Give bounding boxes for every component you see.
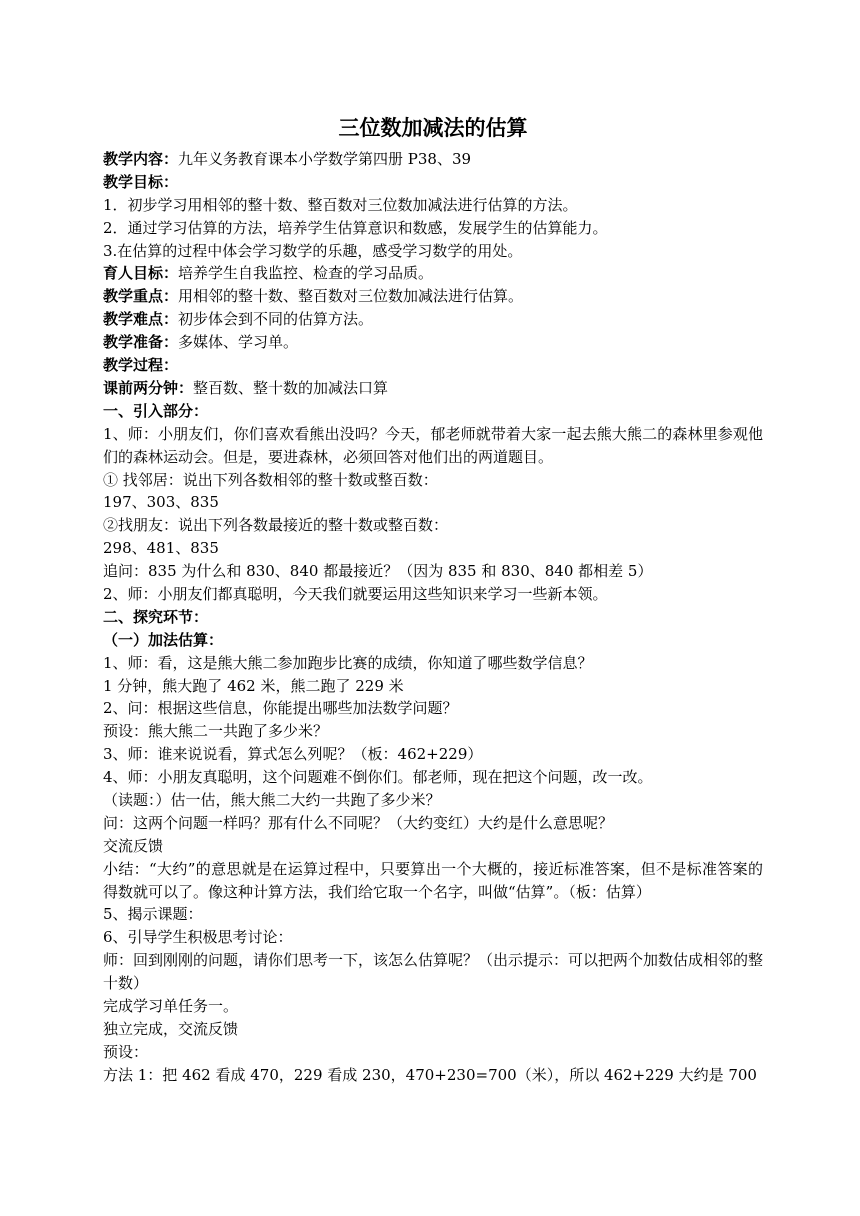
step-1: 1、师：看，这是熊大熊二参加跑步比赛的成绩，你知道了哪些数学信息？ <box>103 653 593 672</box>
document-title: 三位数加减法的估算 <box>338 115 528 140</box>
goal-3: 3.在估算的过程中体会学习数学的乐趣，感受学习数学的用处。 <box>103 241 523 260</box>
label: 教学重点： <box>103 287 179 306</box>
task-1: 完成学习单任务一。 <box>103 997 239 1016</box>
feedback-1: 交流反馈 <box>103 836 164 855</box>
label: 教学内容： <box>103 150 179 168</box>
step-5: 5、揭示课题： <box>103 905 203 924</box>
text: 初步体会到不同的估算方法。 <box>178 310 374 329</box>
summary: 小结：“大约”的意思就是在运算过程中，只要算出一个大概的，接近标准答案，但不是标准答案的得数就可以了。像这种计算方法，我们给它取一个名字，叫做“估算”。（板：估算） <box>103 859 763 901</box>
step-4: 4、师：小朋友真聪明，这个问题难不倒你们。郁老师，现在把这个问题，改一改。 <box>103 768 653 787</box>
document-page <box>103 112 763 1087</box>
task-find-neighbor: ① 找邻居：说出下列各数相邻的整十数或整百数： <box>103 470 438 489</box>
key-point <box>103 285 763 308</box>
text: 培养学生自我监控、检查的学习品质。 <box>178 264 434 283</box>
text: 整百数、整十数的加减法口算 <box>193 378 389 397</box>
pre-class <box>103 377 763 400</box>
section-heading-explore: 二、探究环节： <box>103 607 209 626</box>
goal-2: 2．通过学习估算的方法，培养学生估算意识和数感，发展学生的估算能力。 <box>103 218 608 237</box>
info: 1 分钟，熊大跑了 462 米，熊二跑了 229 米 <box>103 676 404 695</box>
teaching-content <box>103 148 763 171</box>
paragraph-intro-2: 2、师：小朋友们都真聪明，今天我们就要运用这些知识来学习一些新本领。 <box>103 584 608 603</box>
task-find-friend: ②找朋友：说出下列各数最接近的整十数或整百数： <box>103 516 449 535</box>
text: 多媒体、学习单。 <box>178 333 299 352</box>
label: 教学准备： <box>103 333 179 352</box>
goal-1: 1．初步学习用相邻的整十数、整百数对三位数加减法进行估算的方法。 <box>103 195 578 214</box>
preset-1: 预设：熊大熊二一共跑了多少米？ <box>103 722 329 741</box>
label: 教学难点： <box>103 310 179 329</box>
label: 课前两分钟： <box>103 378 194 397</box>
subsection-heading-addition: （一）加法估算： <box>103 630 224 649</box>
section-heading-intro: 一、引入部分： <box>103 401 209 420</box>
difficulty <box>103 308 763 331</box>
read-question: （读题：）估一估，熊大熊二大约一共跑了多少米？ <box>103 790 441 809</box>
feedback-2: 独立完成，交流反馈 <box>103 1019 239 1038</box>
teacher-prompt: 师：回到刚刚的问题，请你们思考一下，该怎么估算呢？（出示提示：可以把两个加数估成相邻的整十数） <box>103 951 764 993</box>
ask: 问：这两个问题一样吗？那有什么不同呢？（大约变红）大约是什么意思呢？ <box>103 813 614 832</box>
preparation <box>103 331 763 354</box>
preset-2: 预设： <box>103 1042 149 1061</box>
process-heading: 教学过程： <box>103 356 179 375</box>
text: 用相邻的整十数、整百数对三位数加减法进行估算。 <box>178 287 524 306</box>
numbers-1: 197、303、835 <box>103 493 219 512</box>
method-1: 方法 1：把 462 看成 470，229 看成 230，470+230=700（米），所以 462+229 大约是 700 <box>103 1065 757 1084</box>
follow-up-question: 追问：835 为什么和 830、840 都最接近？（因为 835 和 830、840 都相差 5） <box>103 562 653 581</box>
step-6: 6、引导学生积极思考讨论： <box>103 928 293 947</box>
text: 九年义务教育课本小学数学第四册 P38、39 <box>178 150 472 168</box>
teaching-goals-heading: 教学目标： <box>103 172 179 191</box>
step-3: 3、师：谁来说说看，算式怎么列呢？（板：462+229） <box>103 745 483 764</box>
education-goal <box>103 262 763 285</box>
paragraph-intro-1: 1、师：小朋友们，你们喜欢看熊出没吗？今天，郁老师就带着大家一起去熊大熊二的森林里参观他们的森林运动会。但是，要进森林，必须回答对他们出的两道题目。 <box>103 424 763 466</box>
numbers-2: 298、481、835 <box>103 539 219 558</box>
step-2: 2、问：根据这些信息，你能提出哪些加法数学问题？ <box>103 699 458 718</box>
label: 育人目标： <box>103 264 179 283</box>
